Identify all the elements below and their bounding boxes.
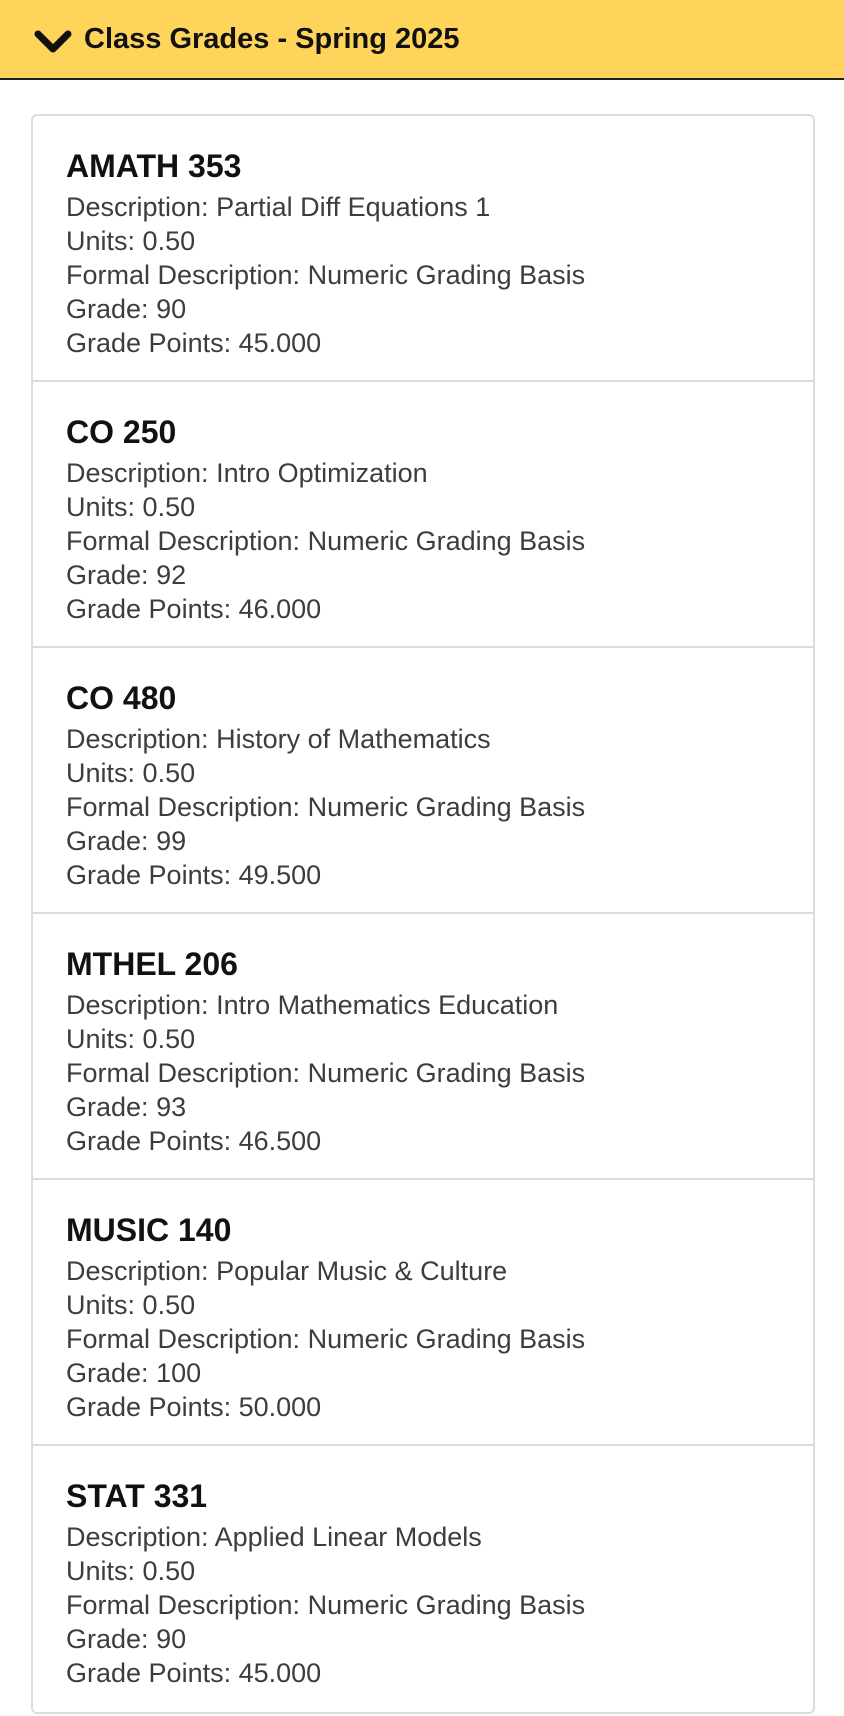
course-grade-points: Grade Points: 45.000 bbox=[66, 1658, 322, 1688]
course-code: STAT 331 bbox=[66, 1478, 208, 1514]
course-grade-points: Grade Points: 49.500 bbox=[66, 860, 322, 890]
course-code: AMATH 353 bbox=[66, 148, 242, 184]
course-formal-description: Formal Description: Numeric Grading Basis bbox=[66, 792, 586, 822]
course-formal-description: Formal Description: Numeric Grading Basis bbox=[66, 1058, 586, 1088]
course-code: CO 480 bbox=[66, 680, 177, 716]
course-units: Units: 0.50 bbox=[66, 758, 196, 788]
course-grade: Grade: 93 bbox=[66, 1092, 187, 1122]
course-code: MUSIC 140 bbox=[66, 1212, 232, 1248]
course-units: Units: 0.50 bbox=[66, 226, 196, 256]
course-description: Description: History of Mathematics bbox=[66, 724, 491, 754]
course-item bbox=[33, 1180, 813, 1446]
course-grade-points: Grade Points: 50.000 bbox=[66, 1392, 322, 1422]
course-grade: Grade: 92 bbox=[66, 560, 187, 590]
course-description: Description: Intro Optimization bbox=[66, 458, 428, 488]
course-grade-points: Grade Points: 46.500 bbox=[66, 1126, 322, 1156]
course-item bbox=[33, 382, 813, 648]
class-grades-section-header[interactable] bbox=[0, 0, 844, 80]
course-formal-description: Formal Description: Numeric Grading Basis bbox=[66, 1590, 586, 1620]
course-grade: Grade: 99 bbox=[66, 826, 187, 856]
course-item bbox=[33, 914, 813, 1180]
course-description: Description: Applied Linear Models bbox=[66, 1522, 482, 1552]
course-description: Description: Popular Music & Culture bbox=[66, 1256, 508, 1286]
course-code: CO 250 bbox=[66, 414, 177, 450]
course-formal-description: Formal Description: Numeric Grading Basis bbox=[66, 260, 586, 290]
course-units: Units: 0.50 bbox=[66, 1556, 196, 1586]
section-title: Class Grades - Spring 2025 bbox=[84, 23, 460, 55]
course-grade-points: Grade Points: 45.000 bbox=[66, 328, 322, 358]
chevron-down-icon[interactable] bbox=[33, 30, 73, 54]
course-grade: Grade: 90 bbox=[66, 294, 187, 324]
course-units: Units: 0.50 bbox=[66, 1290, 196, 1320]
course-units: Units: 0.50 bbox=[66, 492, 196, 522]
course-list bbox=[31, 114, 815, 1714]
course-item bbox=[33, 116, 813, 382]
course-units: Units: 0.50 bbox=[66, 1024, 196, 1054]
course-grade-points: Grade Points: 46.000 bbox=[66, 594, 322, 624]
course-grade: Grade: 100 bbox=[66, 1358, 202, 1388]
course-item bbox=[33, 1446, 813, 1712]
course-description: Description: Partial Diff Equations 1 bbox=[66, 192, 491, 222]
course-formal-description: Formal Description: Numeric Grading Basis bbox=[66, 526, 586, 556]
course-description: Description: Intro Mathematics Education bbox=[66, 990, 559, 1020]
course-code: MTHEL 206 bbox=[66, 946, 238, 982]
course-formal-description: Formal Description: Numeric Grading Basis bbox=[66, 1324, 586, 1354]
course-item bbox=[33, 648, 813, 914]
course-grade: Grade: 90 bbox=[66, 1624, 187, 1654]
